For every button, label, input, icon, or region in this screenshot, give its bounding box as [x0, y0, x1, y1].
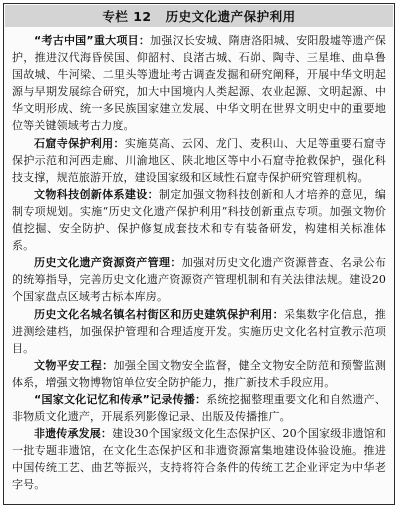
paragraph-title: 历史文化名城名镇名村街区和历史建筑保护利用： [34, 307, 284, 321]
paragraph-title: 非遗传承发展： [34, 427, 113, 441]
paragraph-text: 采集数字化信息，推进测绘建档，加强保护管理和合理适度开发。实施历史文化名村宣教示范项目。 [12, 307, 386, 355]
paragraph-title: 文物平安工程： [34, 358, 114, 372]
paragraph-text: 制定加强文物科技创新和人才培养的意见，编制专项规划。实施“历史文化遗产保护利用”科技创新重点专项。加强文物价值挖掘、安全防护、保护修复成套技术和专有装备研发，构建相关标准体系。 [12, 187, 387, 253]
paragraph-historic-towns [12, 306, 386, 357]
paragraph-archaeology-china [12, 32, 386, 135]
paragraph-text: 加强汉长安城、隋唐洛阳城、安阳殷墟等遗产保护，推进汉代海昏侯国、仰韶村、良渚古城、石峁、陶寺、三星堆、曲阜鲁国故城、牛河梁、二里头等遗址考古调查发掘和研究阐释，开展中华文明起源与早期发展综合研究，加大中国境内人类起源、农业起源、文明起源、中华文明形成、统一多民族国家建立发展、中华文明在世界文明史中的重要地位等关键领域考古力度。 [12, 34, 387, 133]
paragraph-relic-safety [12, 357, 386, 391]
column-label: 专栏 12 [102, 9, 152, 24]
paragraph-science-innovation [12, 186, 386, 254]
paragraph-title: 文物科技创新体系建设： [34, 187, 159, 201]
column-title: 历史文化遗产保护利用 [165, 9, 296, 24]
paragraph-grottoes [12, 135, 386, 186]
paragraph-title: “国家文化记忆和传承”记录传播： [34, 392, 207, 406]
paragraph-title: “考古中国”重大项目： [34, 34, 151, 47]
paragraph-text: 加强对历史文化遗产资源普查、名录公布的统筹指导，完善历史文化遗产资源资产管理机制和有关法律法规。建设20个国家盘点区域考古标本库房。 [12, 256, 386, 304]
paragraph-text: 实施莫高、云冈、龙门、麦积山、大足等重要石窟寺保护示范和河西走廊、川渝地区、陕北地区等中小石窟寺抢救保护，强化科技支撑，规范旅游开放，建设国家级和区域性石窟寺保护研究管理机构。 [12, 136, 387, 184]
column-header [5, 5, 393, 27]
paragraph-asset-management [12, 254, 386, 305]
paragraph-title: 石窟寺保护利用： [34, 136, 125, 150]
paragraph-intangible-heritage [12, 425, 386, 493]
paragraph-text: 建设30个国家级文化生态保护区、20个国家级非遗馆和一批专题非遗馆，在文化生态保护区和非遗资源富集地建设体验设施。推进中国传统工艺、曲艺等振兴，支持将符合条件的传统工艺企业评定为中华老字号。 [12, 427, 386, 492]
paragraph-title: 历史文化遗产资源资产管理： [34, 256, 182, 270]
paragraph-text: 系统挖掘整理重要文化和自然遗产、非物质文化遗产，开展系列影像记录、出版及传播推广。 [12, 392, 387, 424]
column-body [4, 28, 394, 494]
paragraph-cultural-memory [12, 391, 386, 425]
column-box [3, 3, 395, 505]
paragraph-text: 加强全国文物安全监督，健全文物安全防范和预警监测体系，增强文物博物馆单位安全防护能力，推广新技术手段应用。 [12, 358, 386, 389]
